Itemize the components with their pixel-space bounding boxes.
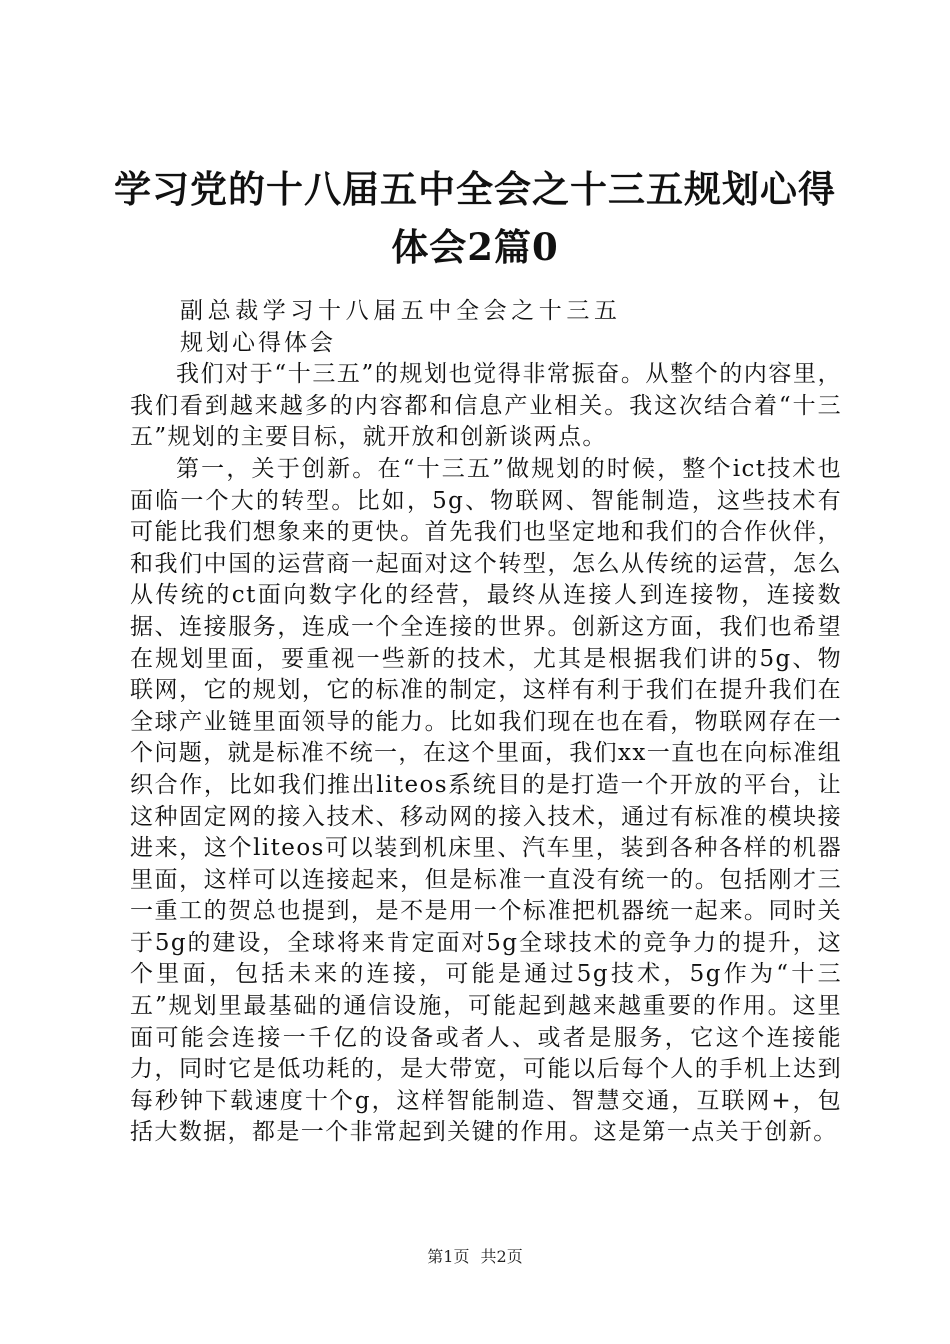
page-footer (0, 1244, 950, 1267)
document-title: 学习党的十八届五中全会之十三五规划心得体会2篇0 (114, 167, 836, 269)
paragraph-innovation: 第一，关于创新。在“十三五”做规划的时候，整个ict技术也面临一个大的转型。比如，5g、物联网、智能制造，这些技术有可能比我们想象来的更快。首先我们也坚定地和我们的合作伙伴，和我们中国的运营商一起面对这个转型，怎么从传统的运营，怎么从传统的ct面向数字化的经营，最终从连接人到连接物，连接数据、连接服务，连成一个全连接的世界。创新这方面，我们也希望在规划里面，要重视一些新的技术，尤其是根据我们讲的5g、物联网，它的规划，它的标准的制定，这样有利于我们在提升我们在全球产业链里面领导的能力。比如我们现在也在看，物联网存在一个问题，就是标准不统一，在这个里面，我们xx一直也在向标准组织合作，比如我们推出liteos系统目的是打造一个开放的平台，让这种固定网的接入技术、移动网的接入技术，通过有标准的模块接进来，这个liteos可以装到机床里、汽车里，装到各种各样的机器里面，这样可以连接起来，但是标准一直没有统一的。包括刚才三一重工的贺总也提到，是不是用一个标准把机器统一起来。同时关于5g的建设，全球将来肯定面对5g全球技术的竞争力的提升，这个里面，包括未来的连接，可能是通过5g技术，5g作为“十三五”规划里最基础的通信设施，可能起到越来越重要的作用。这里面可能会连接一千亿的设备或者人、或者是服务，它这个连接能力，同时它是低功耗的，是大带宽，可能以后每个人的手机上达到每秒钟下载速度十个g，这样智能制造、智慧交通，互联网+，包括大数据，都是一个非常起到关键的作用。这是第一点关于创新。 (130, 455, 842, 1146)
page-total: 共2页 (480, 1247, 523, 1266)
document-body (130, 296, 842, 1149)
paragraph-intro: 我们对于“十三五”的规划也觉得非常振奋。从整个的内容里，我们看到越来越多的内容都和信息产业相关。我这次结合着“十三五”规划的主要目标，就开放和创新谈两点。 (130, 361, 842, 451)
page-number: 第1页 (427, 1247, 470, 1266)
document-subtitle: 副总裁学习十八届五中全会之十三五规划心得体会 (180, 298, 620, 356)
